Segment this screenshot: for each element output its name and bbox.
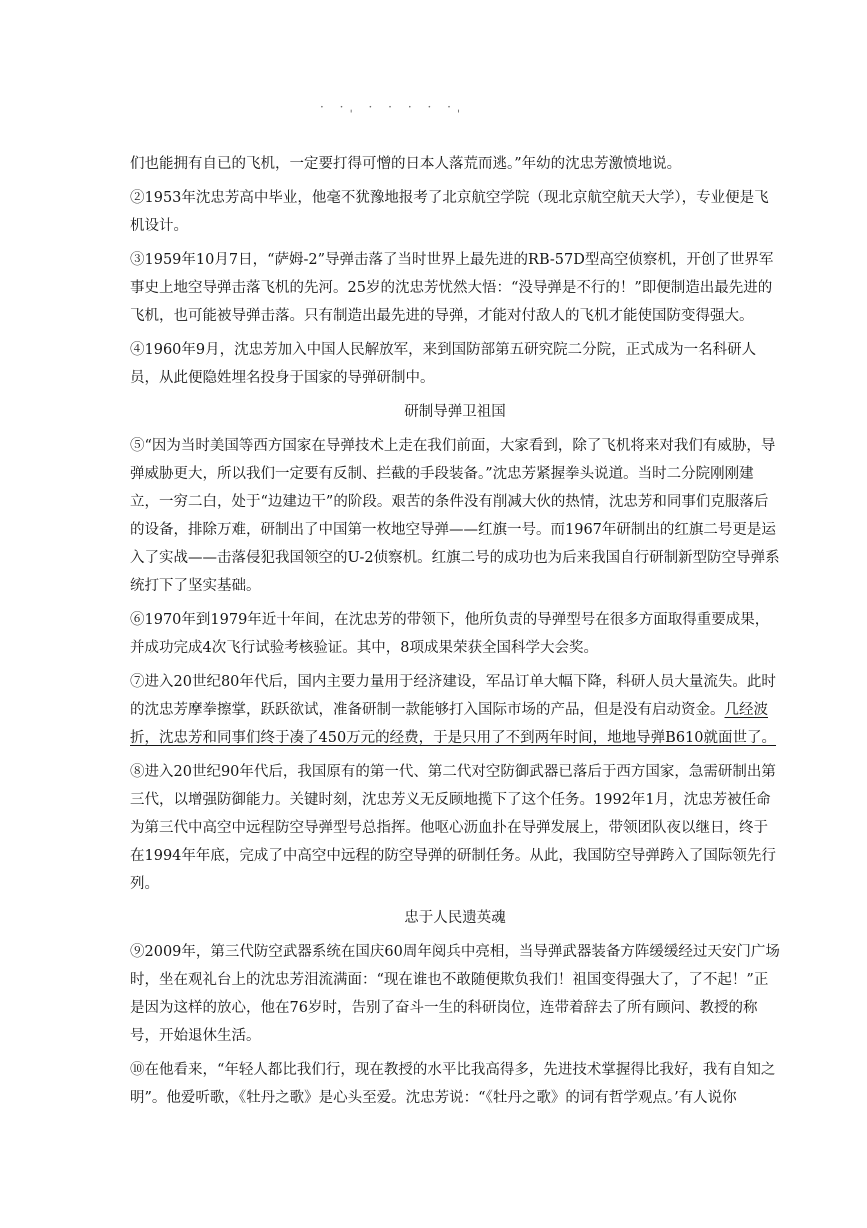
paragraph-7-text: ⑦进入20世纪80年代后，国内主要力量用于经济建设，军品订单大幅下降，科研人员大量流失。此时的沈忠芳摩拳擦掌，跃跃欲试，准备研制一款能够打入国际市场的产品，但是没有启动资金。 [130, 674, 776, 718]
top-specks-text: · ·ˌ · · · · ·ˌ [320, 100, 467, 114]
section-title-loyalty: 忠于人民遗英魂 [404, 910, 506, 926]
paragraph: ③1959年10月7日，“萨姆-2”导弹击落了当时世界上最先进的RB-57D型高空侦察机，开创了世界军事史上地空导弹击落飞机的先河。25岁的沈忠芳忧然大悟：“没导弹是不行的！”即便制造出最先进的飞机，也可能被导弹击落。只有制造出最先进的导弹，才能对付敌人的飞机才能使国防变得强大。 [130, 252, 774, 324]
paragraph: ⑩在他看来，“年轻人都比我们行，现在教授的水平比我高得多，先进技术掌握得比我好，我有自知之明”。他爱听歌，《牡丹之歌》是心头至爱。沈忠芳说：“《牡丹之歌》的词有哲学观点。’有人说你 [130, 1062, 776, 1106]
paragraph: 们也能拥有自已的飞机，一定要打得可憎的日本人落荒而逃。”年幼的沈忠芳激愤地说。 [130, 156, 682, 172]
paragraph-7 [130, 668, 780, 752]
paragraph: ⑤“因为当时美国等西方国家在导弹技术上走在我们前面，大家看到，除了飞机将来对我们有威胁，导弹威胁更大，所以我们一定要有反制、拦截的手段装备。”沈忠芳紧握拳头说道。当时二分院刚刚建立，一穷二白，处于“边建边干”的阶段。艰苦的条件没有削减大伙的热情，沈忠芳和同事们克服落后的设备，排除万难，研制出了中国第一枚地空导弹——红旗一号。而1967年研制出的红旗二号更是运入了实战——击落侵犯我国领空的U-2侦察机。红旗二号的成功也为后来我国自行研制新型防空导弹系统打下了坚实基础。 [130, 438, 780, 594]
paragraph: ⑨2009年，第三代防空武器系统在国庆60周年阅兵中亮相，当导弹武器装备方阵缓缓经过天安门广场时，坐在观礼台上的沈忠芳泪流满面：“现在谁也不敢随便欺负我们！祖国变得强大了，了不起！”正是因为这样的放心，他在76岁时，告别了奋斗一生的科研岗位，连带着辞去了所有顾问、教授的称号，开始退休生活。 [130, 944, 780, 1044]
document-body [130, 150, 780, 1118]
underlined-sentence: 几经波折，沈忠芳和同事们终于凑了450万元的经费，于是只用了不到两年时间，地地导弹B610就面世了。 [130, 702, 777, 746]
paragraph: ⑧进入20世纪90年代后，我国原有的第一代、第二代对空防御武器已落后于西方国家，急需研制出第三代，以增强防御能力。关键时刻，沈忠芳义无反顾地揽下了这个任务。1992年1月，沈忠芳被任命为第三代中高空中远程防空导弹型号总指挥。他呕心沥血扑在导弹发展上，带领团队夜以继日，终于在1994年年底，完成了中高空中远程的防空导弹的研制任务。从此，我国防空导弹跨入了国际领先行列。 [130, 764, 776, 892]
paragraph: ②1953年沈忠芳高中毕业，他毫不犹豫地报考了北京航空学院（现北京航空航天大学），专业便是飞机设计。 [130, 190, 769, 234]
paragraph: ⑥1970年到1979年近十年间，在沈忠芳的带领下，他所负责的导弹型号在很多方面取得重要成果，并成功完成4次飞行试验考核验证。其中，8项成果荣获全国科学大会奖。 [130, 612, 770, 656]
section-title-research: 研制导弹卫祖国 [404, 404, 506, 420]
paragraph: ④1960年9月，沈忠芳加入中国人民解放军，来到国防部第五研究院二分院，正式成为一名科研人员，从此便隐姓埋名投身于国家的导弹研制中。 [130, 342, 757, 386]
